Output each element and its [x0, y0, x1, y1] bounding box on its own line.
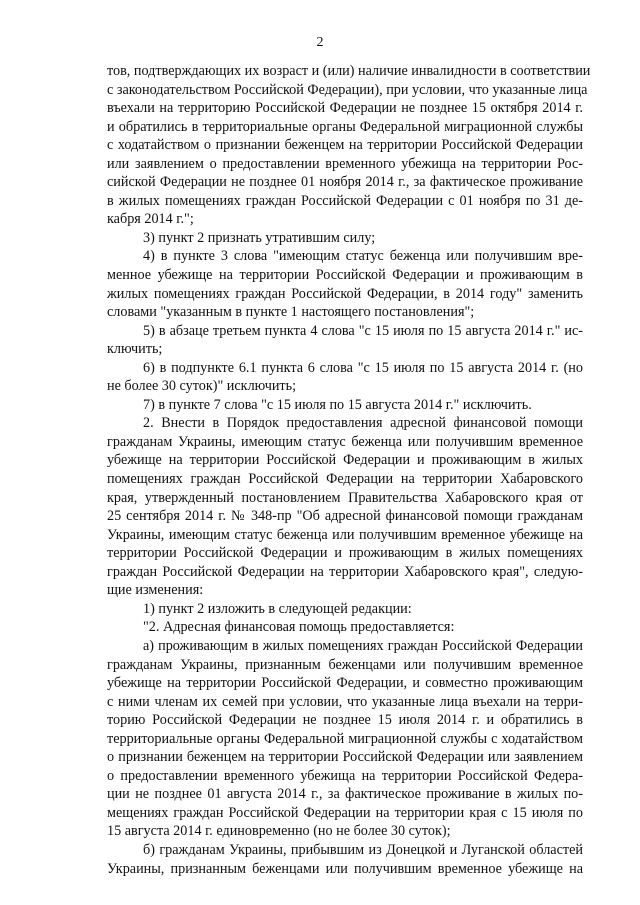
text-line: словами "указанным в пункте 1 настоящего постановления";	[107, 304, 475, 321]
text-line: жилых помещениях граждан Российской Федерации, в 2014 году" заменить	[107, 285, 583, 302]
text-line: менное убежище на территории Российской Федерации и проживающим в	[107, 267, 583, 284]
text-line: торию Российской Федерации не позднее 15 июля 2014 г. и обратились в	[107, 712, 583, 729]
text-line: 15 августа 2014 г. единовременно (но не более 30 суток);	[107, 823, 451, 840]
page-number: 2	[316, 35, 324, 50]
text-line: с законодательством Российской Федерации), при условии, что указанные лица	[107, 81, 588, 98]
text-line: 2. Внести в Порядок предоставления адресной финансовой помощи	[143, 415, 583, 432]
text-line: не более 30 суток)" исключить;	[107, 378, 297, 395]
document-body	[107, 62, 591, 878]
text-line: въехали на территорию Российской Федерации не позднее 15 октября 2014 г.	[107, 100, 583, 117]
text-line: 6) в подпункте 6.1 пункта 6 слова "с 15 июля по 15 августа 2014 г. (но	[143, 359, 583, 376]
text-line: гражданам Украины, признанным беженцами или получившим временное	[107, 656, 583, 673]
text-line: края, утвержденный постановлением Правительства Хабаровского края от	[107, 489, 583, 506]
text-line: Украины, признанным беженцами или получившим временное убежище на	[107, 860, 583, 877]
text-line: помещениях граждан Российской Федерации на территории Хабаровского	[107, 471, 583, 488]
text-line: с ходатайством о признании беженцем на территории Российской Федерации	[107, 137, 583, 154]
text-line: или заявлением о предоставлении временного убежища на территории Рос-	[107, 155, 583, 172]
text-line: о признании беженцем на территории Российской Федерации или заявлением	[107, 749, 583, 766]
text-line: ключить;	[107, 341, 163, 358]
text-line: сийской Федерации не позднее 01 ноября 2014 г., за фактическое проживание	[107, 174, 583, 191]
text-line: территориальные органы Федеральной миграционной службы с ходатайством	[107, 730, 583, 747]
text-line: мещениях граждан Российской Федерации на территории края с 15 июля по	[107, 804, 583, 821]
text-line: 5) в абзаце третьем пункта 4 слова "с 15 июля по 15 августа 2014 г." ис-	[143, 322, 583, 339]
text-line: тов, подтверждающих их возраст и (или) наличие инвалидности в соответствии	[107, 63, 591, 79]
text-line: "2. Адресная финансовая помощь предоставляется:	[143, 619, 455, 636]
text-line: территории Российской Федерации и проживающим в жилых помещениях	[107, 545, 583, 562]
text-line: 4) в пункте 3 слова "имеющим статус беженца или получившим вре-	[143, 248, 583, 265]
text-line: 7) в пункте 7 слова "с 15 июля по 15 августа 2014 г." исключить.	[143, 396, 532, 413]
text-line: 3) пункт 2 признать утратившим силу;	[143, 229, 376, 246]
text-line: убежище на территории Российской Федерации и проживающим в жилых	[107, 452, 583, 469]
text-line: б) гражданам Украины, прибывшим из Донецкой и Луганской областей	[143, 841, 583, 858]
text-line: щие изменения:	[107, 582, 204, 599]
text-line: 1) пункт 2 изложить в следующей редакции:	[143, 600, 412, 617]
text-line: кабря 2014 г.";	[107, 211, 194, 228]
text-line: убежище на территории Российской Федерации, и совместно проживающим	[107, 675, 583, 692]
text-line: гражданам Украины, имеющим статус беженца или получившим временное	[107, 433, 583, 450]
text-line: 25 сентября 2014 г. № 348-пр "Об адресной финансовой помощи гражданам	[107, 508, 583, 525]
text-line: с ними членам их семей при условии, что указанные лица въехали на терри-	[107, 693, 583, 710]
text-line: ции не позднее 01 августа 2014 г., за фактическое проживание в жилых по-	[107, 786, 583, 803]
text-line: граждан Российской Федерации на территории Хабаровского края", следую-	[107, 563, 583, 580]
text-line: о предоставлении временного убежища на территории Российской Федера-	[107, 767, 583, 784]
text-line: Украины, имеющим статус беженца или получившим временное убежище на	[107, 526, 583, 543]
text-line: а) проживающим в жилых помещениях граждан Российской Федерации	[143, 637, 583, 654]
text-line: и обратились в территориальные органы Федеральной миграционной службы	[107, 118, 583, 135]
text-line: в жилых помещениях граждан Российской Федерации с 01 ноября по 31 де-	[107, 192, 583, 209]
